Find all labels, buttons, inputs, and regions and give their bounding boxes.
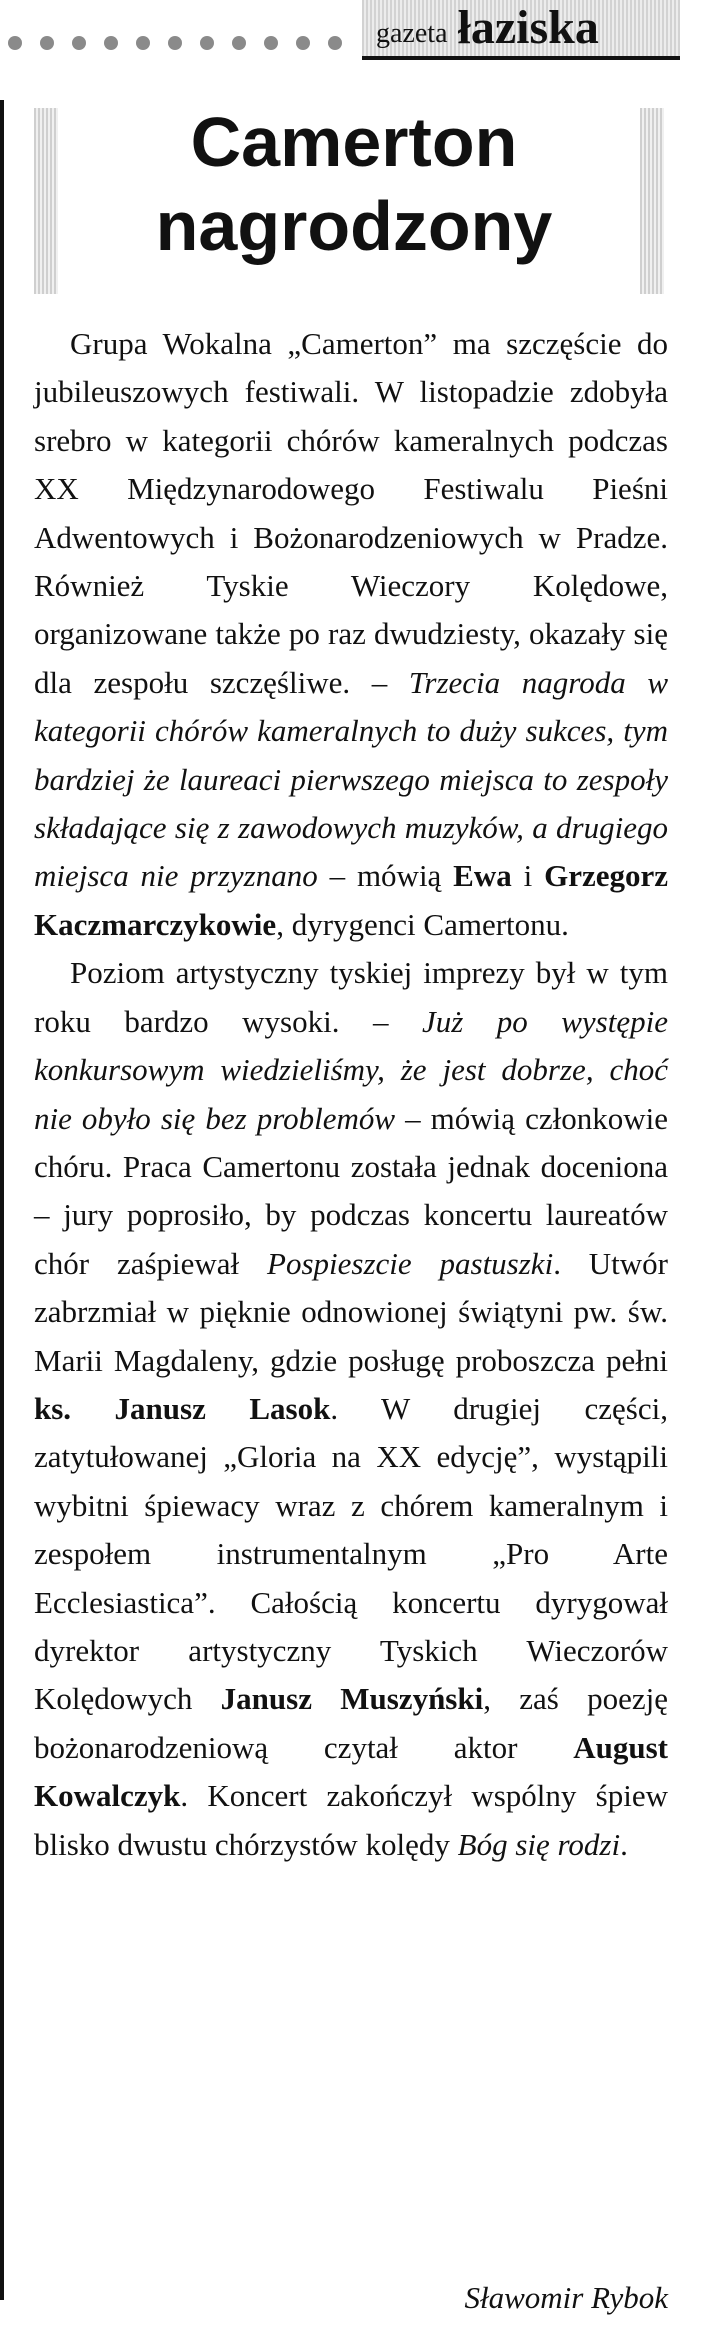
dot-icon	[40, 36, 54, 50]
headline-line-1: Camerton	[190, 103, 518, 181]
body-text: .	[620, 1826, 628, 1862]
bold-name-text: ks. Janusz Lasok	[34, 1390, 331, 1426]
body-text: – mówią	[317, 858, 454, 894]
body-text: Grupa Wokalna „Camerton” ma szczęście do jubileuszowych festiwali. W listopadzie zdobyła srebro w kategorii chórów kameralnych podczas XX Międzynarodowego Festiwalu Pieśni Adwentowych i Bożonarodzeniowych w Pradze. Również Tyskie Wieczory Kolędowe, organizowane także po raz dwudziesty, okazały się dla zespołu szczęśliwe. –	[34, 326, 668, 700]
body-text: . W drugiej części, zatytułowanej „Gloria na XX edycję”, wystąpili wybitni śpiewacy wraz z chórem kameralnym i zespołem instrumentalnym „Pro Arte Ecclesiastica”. Całością koncertu dyrygował dyrektor artystyczny Tyskich Wieczorów Kolędowych	[34, 1390, 668, 1717]
bold-name-text: Grzegorz Kaczmarczykowie	[34, 858, 668, 942]
body-text: i	[511, 858, 545, 894]
article-paragraph-1	[34, 320, 668, 949]
italic-quote-text: Pospieszcie pastuszki	[267, 1245, 554, 1281]
publication-brand	[362, 0, 680, 56]
body-text: . Koncert zakończył wspólny śpiew blisko dwustu chórzystów kolędy	[34, 1778, 668, 1862]
italic-quote-text: Trzecia nagroda w kategorii chórów kameralnych to duży sukces, tym bardziej że laureaci pierwszego miejsca to zespoły składające się z zawodowych muzyków, a drugiego miejsca nie przyznano	[34, 664, 668, 894]
body-text: Poziom artystyczny tyskiej imprezy był w tym roku bardzo wysoki. –	[34, 955, 668, 1039]
article-body	[34, 320, 668, 1869]
dot-icon	[8, 36, 22, 50]
article-paragraph-2	[34, 949, 668, 1869]
brand-underline	[362, 56, 680, 60]
bold-name-text: Janusz Muszyński	[220, 1681, 484, 1717]
dot-icon	[264, 36, 278, 50]
body-text: – mówią członkowie chóru. Praca Camertonu została jednak doceniona – jury poprosiło, by podczas koncertu laureatów chór zaśpiewał	[34, 1100, 669, 1281]
dot-icon	[200, 36, 214, 50]
left-border-rule	[0, 100, 4, 2300]
body-text: . Utwór zabrzmiał w pięknie odnowionej świątyni pw. św. Marii Magdaleny, gdzie posługę proboszcza pełni	[34, 1245, 669, 1378]
dot-icon	[104, 36, 118, 50]
bold-name-text: August Kowalczyk	[34, 1729, 668, 1814]
brand-big-text: łaziska	[457, 1, 599, 54]
bold-name-text: Ewa	[453, 858, 512, 894]
body-text: , dyrygenci Camertonu.	[276, 906, 569, 942]
dot-icon	[168, 36, 182, 50]
body-text: , zaś poezję bożonarodzeniową czytał aktor	[34, 1681, 668, 1765]
dot-icon	[72, 36, 86, 50]
headline-line-2: nagrodzony	[155, 187, 553, 265]
author-signature: Sławomir Rybok	[464, 2280, 668, 2315]
dot-icon	[136, 36, 150, 50]
masthead	[0, 0, 728, 70]
dot-icon	[296, 36, 310, 50]
brand-small-text: gazeta	[376, 18, 448, 49]
dot-icon	[232, 36, 246, 50]
italic-quote-text: Bóg się rodzi	[457, 1826, 621, 1862]
headline-stripe-left	[34, 108, 58, 294]
dot-icon	[328, 36, 342, 50]
article-headline	[70, 100, 638, 268]
decorative-dots	[8, 36, 342, 50]
headline-stripe-right	[640, 108, 664, 294]
italic-quote-text: Już po występie konkursowym wiedzieliśmy, że jest dobrze, choć nie obyło się bez problemów	[34, 1003, 668, 1136]
